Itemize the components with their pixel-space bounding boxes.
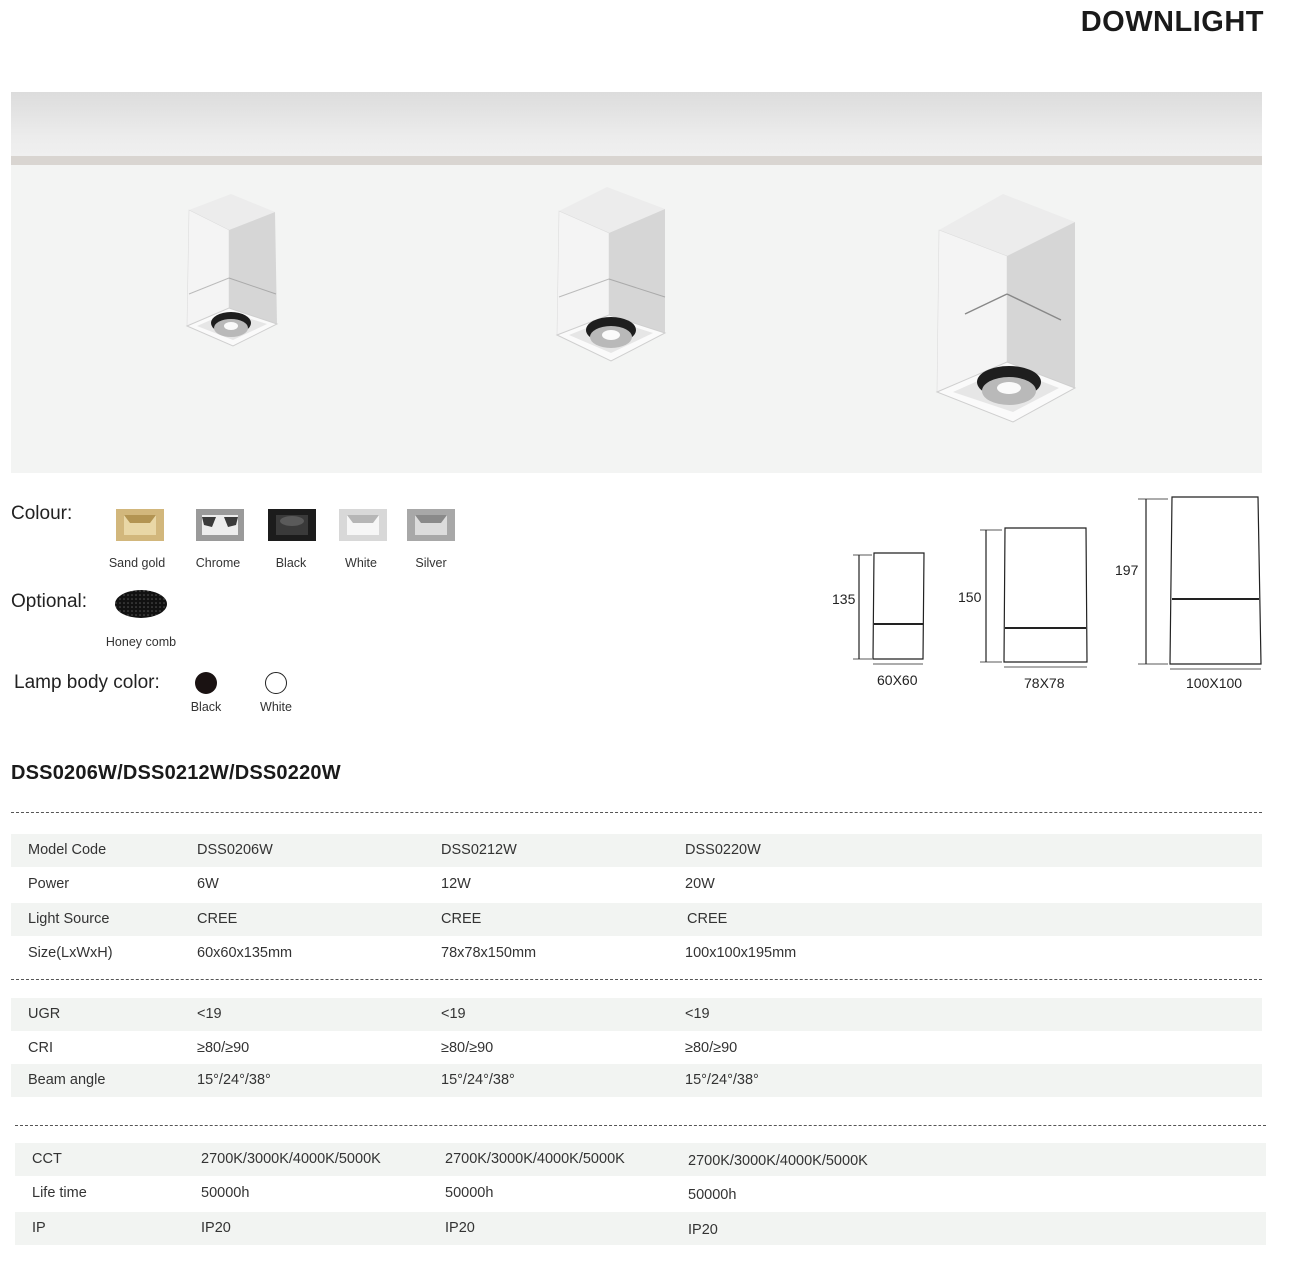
downlight-small-image	[181, 190, 281, 368]
spec-value: ≥80/≥90	[441, 1040, 494, 1056]
spec-row-cri	[11, 1032, 1262, 1065]
spec-label: Light Source	[28, 911, 110, 927]
spec-value: ≥80/≥90	[685, 1040, 738, 1056]
colour-caption: Sand gold	[108, 556, 166, 570]
section-divider	[11, 979, 1262, 980]
spec-row-beam-angle	[11, 1064, 1262, 1097]
white-trim-swatch[interactable]	[337, 505, 389, 543]
spec-value: 50000h	[201, 1185, 250, 1201]
category-title: DOWNLIGHT	[1080, 6, 1264, 38]
black-trim-swatch[interactable]	[266, 505, 318, 543]
spec-label: Power	[28, 876, 70, 892]
spec-label: Beam angle	[28, 1072, 106, 1088]
spec-value: DSS0220W	[685, 842, 761, 858]
spec-label: IP	[32, 1220, 46, 1236]
spec-value: 78x78x150mm	[441, 945, 537, 961]
spec-value: ≥80/≥90	[197, 1040, 250, 1056]
colour-caption: White	[345, 556, 377, 570]
optional-caption: Honey comb	[105, 635, 177, 649]
spec-row-cct	[15, 1143, 1266, 1176]
spec-row-light-source	[11, 903, 1262, 936]
spec-value: 15°/24°/38°	[685, 1072, 759, 1088]
optional-label: Optional:	[11, 591, 88, 612]
colour-caption: Chrome	[195, 556, 241, 570]
spec-value: <19	[197, 1006, 222, 1022]
spec-row-model-code	[11, 834, 1262, 867]
spec-value: 2700K/3000K/4000K/5000K	[688, 1153, 868, 1169]
dimension-base-label: 78X78	[1024, 675, 1065, 691]
spec-value: 2700K/3000K/4000K/5000K	[201, 1151, 381, 1167]
dimension-base-label: 60X60	[877, 672, 918, 688]
section-divider	[11, 812, 1262, 813]
downlight-large-image	[935, 192, 1079, 434]
spec-label: Size(LxWxH)	[28, 945, 113, 961]
spec-value: 15°/24°/38°	[441, 1072, 515, 1088]
spec-value: DSS0206W	[197, 842, 273, 858]
spec-value: 20W	[685, 876, 715, 892]
series-title: DSS0206W/DSS0212W/DSS0220W	[11, 762, 341, 784]
spec-value: CREE	[687, 911, 728, 927]
product-hero-image	[11, 92, 1262, 473]
spec-value: <19	[441, 1006, 466, 1022]
colour-label: Colour:	[11, 503, 73, 524]
spec-value: IP20	[201, 1220, 231, 1236]
dimension-height-label: 197	[1115, 562, 1139, 578]
spec-label: Model Code	[28, 842, 107, 858]
spec-value: 50000h	[688, 1187, 737, 1203]
white-body-color-dot[interactable]	[265, 672, 287, 694]
spec-value: DSS0212W	[441, 842, 517, 858]
spec-value: IP20	[688, 1222, 718, 1238]
section-divider	[15, 1125, 1266, 1126]
spec-value: 50000h	[445, 1185, 494, 1201]
spec-value: 15°/24°/38°	[197, 1072, 271, 1088]
spec-value: 2700K/3000K/4000K/5000K	[445, 1151, 625, 1167]
dimension-height-label: 150	[958, 589, 982, 605]
spec-row-ugr	[11, 998, 1262, 1031]
lamp-body-color-label: Lamp body color:	[14, 672, 160, 693]
body-color-caption: Black	[190, 700, 222, 714]
chrome-trim-swatch[interactable]	[194, 505, 246, 543]
spec-value: IP20	[445, 1220, 475, 1236]
spec-value: 60x60x135mm	[197, 945, 293, 961]
spec-row-power	[11, 868, 1262, 901]
spec-row-size	[11, 937, 1262, 970]
black-body-color-dot[interactable]	[195, 672, 217, 694]
spec-value: 12W	[441, 876, 471, 892]
spec-value: CREE	[197, 911, 238, 927]
spec-value: 6W	[197, 876, 219, 892]
spec-row-ip	[15, 1212, 1266, 1245]
colour-caption: Black	[275, 556, 307, 570]
spec-label: Life time	[32, 1185, 87, 1201]
downlight-medium-image	[553, 185, 667, 381]
sand-gold-trim-swatch[interactable]	[114, 505, 166, 543]
spec-label: UGR	[28, 1006, 61, 1022]
spec-label: CRI	[28, 1040, 53, 1056]
spec-value: <19	[685, 1006, 710, 1022]
ceiling-edge	[11, 156, 1262, 165]
silver-trim-swatch[interactable]	[405, 505, 457, 543]
dimension-drawings	[840, 490, 1270, 680]
spec-value: 100x100x195mm	[685, 945, 797, 961]
dimension-base-label: 100X100	[1186, 675, 1243, 691]
honeycomb-accessory-icon[interactable]	[114, 589, 168, 619]
spec-label: CCT	[32, 1151, 62, 1167]
ceiling-surface	[11, 92, 1262, 156]
colour-caption: Silver	[415, 556, 447, 570]
spec-row-life-time	[15, 1177, 1266, 1210]
dimension-height-label: 135	[832, 591, 856, 607]
spec-value: CREE	[441, 911, 482, 927]
body-color-caption: White	[260, 700, 292, 714]
